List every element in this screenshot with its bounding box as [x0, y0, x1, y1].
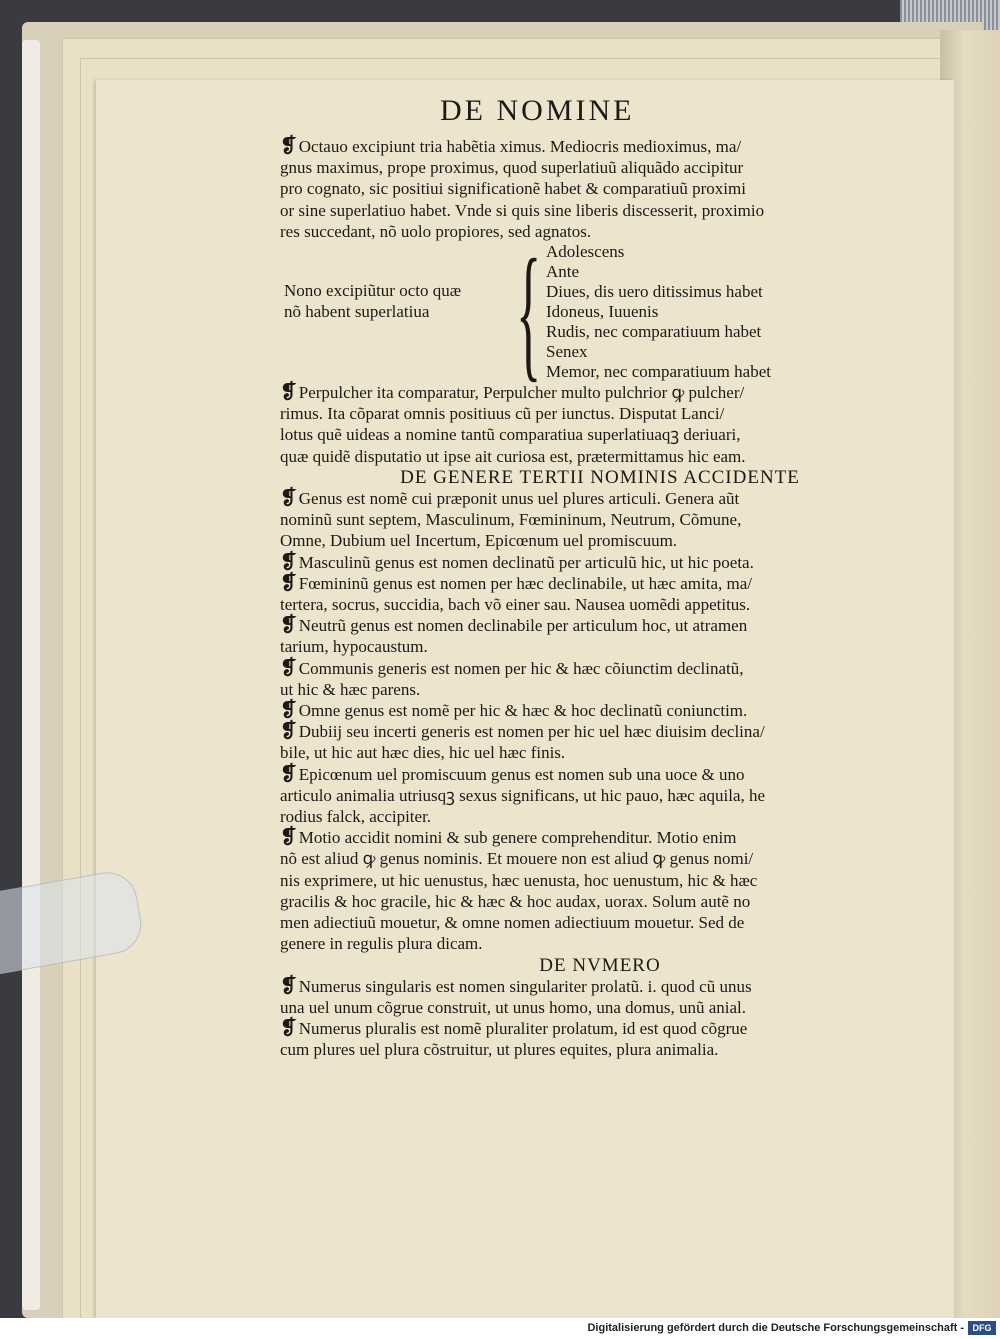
paragraph-perpulcher: [280, 382, 920, 467]
text-line: pro cognato, sic positiui significationẽ habet & comparatiuũ proximi: [280, 179, 746, 199]
text-line: Fœmininũ genus est nomen per hæc declinabile, ut hæc amita, ma/: [298, 573, 753, 593]
text-line: Communis generis est nomen per hic & hæc cõiunctim declinatũ,: [298, 658, 744, 678]
text-line: [280, 573, 920, 594]
text-line: Dubiĳ seu incerti generis est nomen per hic uel hæc diuisim declina/: [298, 722, 765, 742]
text-line: tertera, socrus, succidia, bach võ einer sau. Nausea uomẽdi appetitus.: [280, 595, 751, 615]
text-line: [280, 976, 920, 997]
text-line: lotus quẽ uideas a nomine tantũ comparatiua superlatiuaqꝫ deriuari,: [280, 425, 741, 445]
text-line: or sine superlatiuo habet. Vnde si quis sine liberis discesserit, proximio: [280, 200, 765, 220]
text-line: rimus. Ita cõparat omnis positiuus cũ per iunctus. Disputat Lanci/: [280, 404, 725, 424]
brace-label-line: Nono excipiũtur octo quæ: [284, 281, 462, 301]
brace-item: Diues, dis uero ditissimus habet: [546, 282, 763, 302]
text-line: Motio accidit nomini & sub genere comprehenditur. Motio enim: [298, 828, 737, 848]
text-line: [280, 636, 920, 657]
text-line: articulo animalia utriusqꝫ sexus significans, ut hic pauo, hæc aquila, he: [280, 785, 766, 805]
text-line: Masculinũ genus est nomen declinatũ per articulũ hic, ut hic poeta.: [298, 552, 754, 572]
text-line: una uel unum cõgrue construit, ut unus homo, una domus, unũ anial.: [280, 997, 747, 1017]
text-line: [280, 382, 920, 403]
text-line: [280, 912, 920, 933]
pilcrow-icon: ❡: [280, 1017, 297, 1040]
brace-list-items: [546, 242, 771, 382]
text-line: genere in regulis plura dicam.: [280, 934, 483, 954]
binding-clip: [22, 40, 40, 1310]
text-line: [280, 530, 920, 551]
text-line: [280, 891, 920, 912]
text-line: [280, 488, 920, 509]
text-line: [280, 721, 920, 742]
running-head: DE NOMINE: [440, 94, 635, 127]
text-line: [280, 424, 920, 445]
text-line: res succedant, nõ uolo propiores, sed agnatos.: [280, 221, 592, 241]
text-line: rodius falck, accipiter.: [280, 807, 432, 827]
heading-de-genere: DE GENERE TERTII NOMINIS ACCIDENTE: [400, 466, 800, 488]
text-line: gnus maximus, prope proximus, quod superlatiuũ aliquãdo accipitur: [280, 158, 744, 178]
brace-list-label: [284, 280, 524, 322]
text-line: men adiectiuũ mouetur, & omne nomen adiectiuum mouetur. Sed de: [280, 913, 745, 933]
brace-glyph: {: [516, 229, 542, 396]
text-line: Omne, Dubium uel Incertum, Epicœnum uel promiscuum.: [280, 531, 678, 551]
text-line: Octauo excipiunt tria habẽtia ximus. Mediocris medioximus, ma/: [298, 137, 742, 156]
text-line: gracilis & hoc gracile, hic & hæc & hoc audax, uorax. Solum autẽ no: [280, 891, 751, 911]
text-line: [280, 764, 920, 785]
text-line: [280, 178, 920, 199]
text-line: [280, 200, 920, 221]
footer-credit: Digitalisierung gefördert durch die Deutsche Forschungsgemeinschaft -: [587, 1322, 964, 1334]
pilcrow-icon: ❡: [280, 656, 297, 679]
text-line: [280, 615, 920, 636]
text-line: [280, 403, 920, 424]
text-line: [280, 742, 920, 763]
text-line: Numerus pluralis est nomẽ pluraliter prolatum, id est quod cõgrue: [298, 1019, 748, 1039]
footer-bar: [0, 1318, 1000, 1339]
text-line: quæ quidẽ disputatio ut ipse ait curiosa est, prætermittamus hic eam.: [280, 446, 746, 466]
text-line: nis exprimere, ut hic uenustus, hæc uenusta, hoc uenustum, hic & hæc: [280, 870, 758, 890]
pilcrow-icon: ❡: [280, 135, 297, 157]
text-line: tarium, hypocaustum.: [280, 637, 428, 657]
text-line: [280, 509, 920, 530]
pilcrow-icon: ❡: [280, 487, 297, 510]
text-line: [280, 1039, 920, 1060]
brace-item: Rudis, nec comparatiuum habet: [546, 322, 762, 342]
text-line: nõ est aliud ꝙ genus nominis. Et mouere non est aliud ꝙ genus nomi/: [280, 849, 754, 869]
text-line: Perpulcher ita comparatur, Perpulcher multo pulchrior ꝙ pulcher/: [298, 383, 745, 403]
text-line: bile, ut hic aut hæc dies, hic uel hæc finis.: [280, 743, 566, 763]
pilcrow-icon: ❡: [280, 571, 297, 594]
text-line: [280, 221, 920, 242]
section-genere: [280, 488, 920, 954]
text-line: [280, 594, 920, 615]
text-line: [280, 136, 920, 157]
pilcrow-icon: ❡: [280, 720, 297, 743]
page-text: [280, 136, 920, 1061]
text-line: [280, 700, 920, 721]
pilcrow-icon: ❡: [280, 550, 297, 573]
text-line: [280, 446, 920, 467]
text-line: Omne genus est nomẽ per hic & hæc & hoc declinatũ coniunctim.: [298, 701, 748, 721]
text-line: [280, 933, 920, 954]
paragraph-octauo: [280, 136, 920, 242]
brace-item: Memor, nec comparatiuum habet: [546, 362, 771, 382]
brace-item: Adolescens: [546, 242, 625, 262]
text-line: [280, 848, 920, 869]
text-line: Genus est nomẽ cui præponit unus uel plures articuli. Genera aũt: [298, 489, 740, 509]
text-line: Epicœnum uel promiscuum genus est nomen sub una uoce & uno: [298, 764, 745, 784]
pilcrow-icon: ❡: [280, 699, 297, 722]
text-line: [280, 785, 920, 806]
text-line: [280, 552, 920, 573]
text-line: [280, 806, 920, 827]
brace-label-line: nõ habent superlatiua: [284, 302, 430, 322]
text-line: [280, 679, 920, 700]
text-line: [280, 157, 920, 178]
brace-item: Ante: [546, 262, 580, 282]
text-line: [280, 827, 920, 848]
text-line: ut hic & hæc parens.: [280, 679, 421, 699]
text-line: [280, 870, 920, 891]
text-line: [280, 658, 920, 679]
text-line: cum plures uel plura cõstruitur, ut plures equites, plura animalia.: [280, 1040, 719, 1060]
dfg-logo: DFG: [968, 1321, 996, 1335]
text-line: Numerus singularis est nomen singulariter prolatũ. i. quod cũ unus: [298, 976, 752, 996]
brace-item: Idoneus, Iuuenis: [546, 302, 659, 322]
pilcrow-icon: ❡: [280, 614, 297, 637]
pilcrow-icon: ❡: [280, 826, 297, 849]
brace-item: Senex: [546, 342, 588, 362]
pilcrow-icon: ❡: [280, 974, 297, 997]
pilcrow-icon: ❡: [280, 762, 297, 785]
section-numero: [280, 976, 920, 1061]
text-line: nominũ sunt septem, Masculinum, Fœmininum, Neutrum, Cõmune,: [280, 510, 742, 530]
text-line: [280, 997, 920, 1018]
heading-de-numero: DE NVMERO: [539, 954, 661, 976]
text-line: Neutrũ genus est nomen declinabile per articulum hoc, ut atramen: [298, 616, 748, 636]
pilcrow-icon: ❡: [280, 381, 297, 404]
text-line: [280, 1018, 920, 1039]
